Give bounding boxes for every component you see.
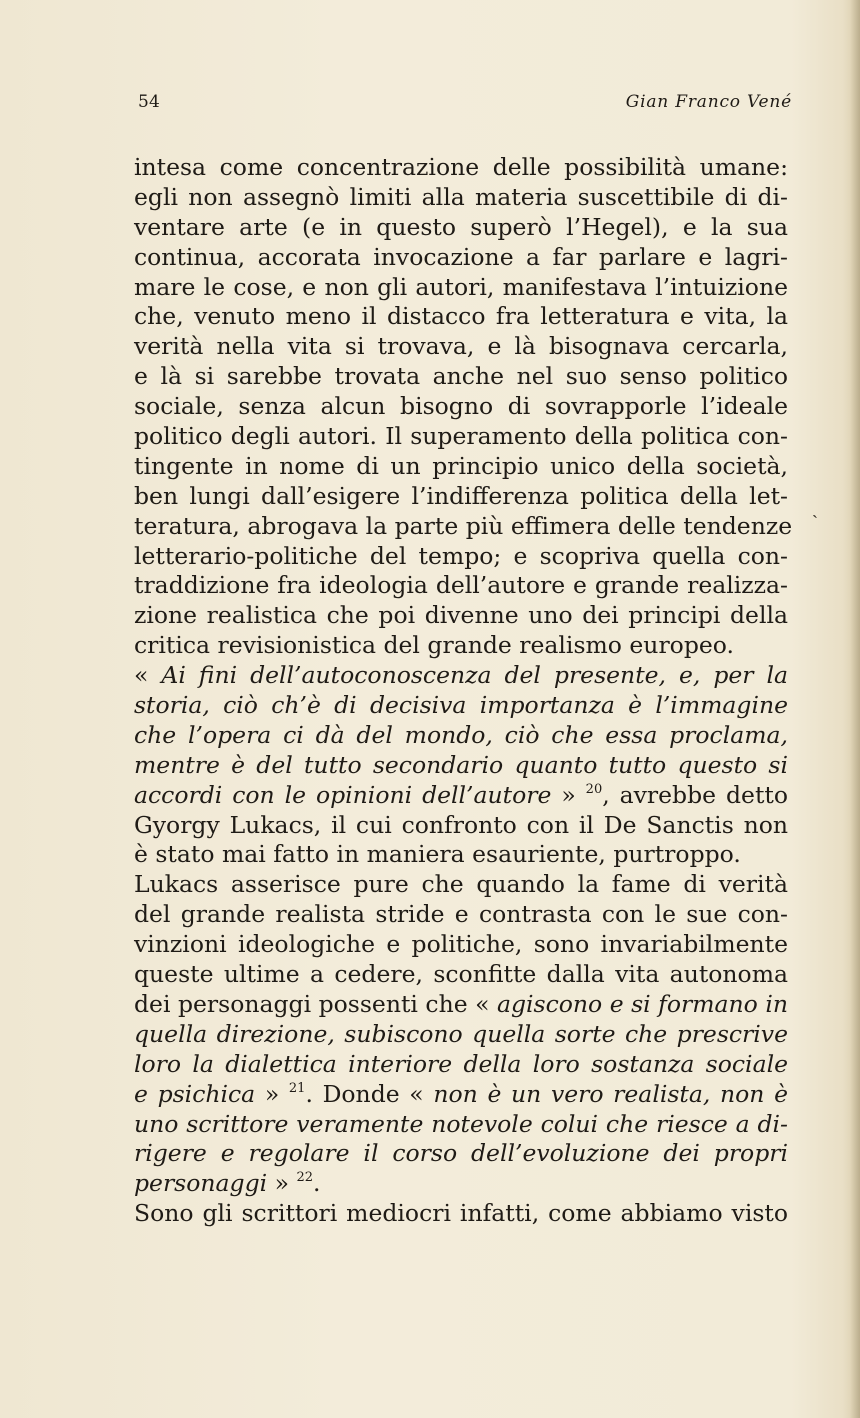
text-run: , avrebbe detto [602,780,788,809]
footnote-ref: 22 [296,1170,314,1186]
text-run: . Donde « [305,1079,434,1108]
text-line [134,243,788,273]
quoted-text: agiscono e si formano in [496,989,788,1018]
text-line [134,542,788,572]
quoted-text: rigere e regolare il corso dell’evoluzione dei propri [134,1139,788,1168]
text-line [134,153,788,183]
quoted-text: non è un vero realista, non è [433,1079,788,1108]
footnote-ref: 20 [585,781,603,797]
text-line [134,213,788,243]
text-line [134,631,788,661]
text-run: » [551,780,586,809]
text-line [134,422,788,452]
quoted-text: accordi con le opinioni dell’autore [134,780,552,809]
text-run: verità nella vita si trovava, e là bisognava cercarla, [134,332,788,361]
quoted-text: storia, ciò ch’è di decisiva importanza è l’immagine [134,691,788,720]
text-line [134,362,788,392]
text-line [134,511,793,542]
text-line [134,332,788,362]
text-line [134,751,788,781]
text-line [134,1110,788,1140]
quoted-text: mentre è del tutto secondario quanto tutto questo si [134,750,788,779]
quoted-text: che l’opera ci dà del mondo, ciò che essa proclama, [134,720,788,749]
quoted-text: loro la dialettica interiore della loro sostanza sociale [134,1049,788,1078]
text-run: intesa come concentrazione delle possibilità umane: [134,153,788,181]
text-line [134,1139,788,1169]
quoted-text: uno scrittore veramente notevole colui che riesce a di- [134,1109,788,1138]
body-text [134,153,793,1229]
text-line [134,183,788,213]
text-line [134,811,788,841]
text-line [134,482,788,512]
text-run: continua, accorata invocazione a far parlare e lagri- [134,242,788,271]
text-line [134,601,788,631]
text-line [134,273,788,303]
text-run: che, venuto meno il distacco fra letteratura e vita, la [134,302,788,331]
page-edge-shadow [850,0,860,1418]
text-run: egli non assegnò limiti alla materia suscettibile di di- [134,182,788,211]
quoted-text: Ai fini dell’autoconoscenza del presente, e, per la [161,661,788,690]
text-line [134,1199,788,1229]
text-run: Lukacs asserisce pure che quando la fame di verità [134,870,788,899]
margin-speck: ˏ [812,498,818,519]
page-header [138,92,792,118]
text-run: del grande realista stride e contrasta con le sue con- [134,900,788,929]
text-run: ben lungi dall’esigere l’indifferenza politica della let- [134,481,788,510]
text-run: zione realistica che poi divenne uno dei principi della [134,601,788,630]
text-run: « [134,661,162,690]
text-line [134,870,788,900]
text-run: » [267,1169,297,1198]
quoted-text: personaggi [134,1169,268,1198]
text-line [134,571,788,601]
text-run: . [313,1169,321,1198]
text-line [134,1080,788,1110]
running-head-author: Gian Franco Vené [625,92,792,112]
text-run: teratura, abrogava la parte più effimera delle tendenze [134,511,793,540]
text-line [134,1020,788,1050]
text-line [134,990,788,1020]
text-run: dei personaggi possenti che « [134,989,497,1018]
text-run: mare le cose, e non gli autori, manifestava l’intuizione [134,272,788,301]
footnote-ref: 21 [288,1080,306,1096]
text-line [134,960,788,990]
text-run: Sono gli scrittori mediocri infatti, come abbiamo visto [134,1199,788,1228]
text-run: e là si sarebbe trovata anche nel suo senso politico [134,362,788,391]
text-run: traddizione fra ideologia dell’autore e grande realizza- [134,571,788,600]
text-line [134,392,788,422]
text-line [134,302,788,332]
text-run: letterario-politiche del tempo; e scopriva quella con- [134,541,788,570]
text-line [134,1169,788,1199]
text-run: Gyorgy Lukacs, il cui confronto con il De Sanctis non [134,810,788,839]
text-run: politico degli autori. Il superamento della politica con- [134,422,788,451]
text-run: critica revisionistica del grande realismo europeo. [134,631,734,660]
text-run: è stato mai fatto in maniera esauriente, purtroppo. [134,840,741,869]
page-number: 54 [138,92,161,112]
text-run: ventare arte (e in questo superò l’Hegel), e la sua [134,212,788,241]
text-run: sociale, senza alcun bisogno di sovrapporle l’ideale [134,392,788,421]
text-line [134,840,788,870]
text-line [134,691,788,721]
text-line [134,721,788,751]
text-run: queste ultime a cedere, sconfitte dalla vita autonoma [134,960,788,989]
text-line [134,1050,788,1080]
quoted-text: e psichica [134,1079,256,1108]
text-run: » [255,1079,289,1108]
text-line [134,452,788,482]
quoted-text: quella direzione, subiscono quella sorte che prescrive [134,1019,788,1048]
text-run: tingente in nome di un principio unico della società, [134,451,788,480]
text-line [134,781,788,811]
text-line [134,930,788,960]
text-run: vinzioni ideologiche e politiche, sono invariabilmente [134,930,788,959]
text-line [134,900,788,930]
text-line [134,661,788,691]
